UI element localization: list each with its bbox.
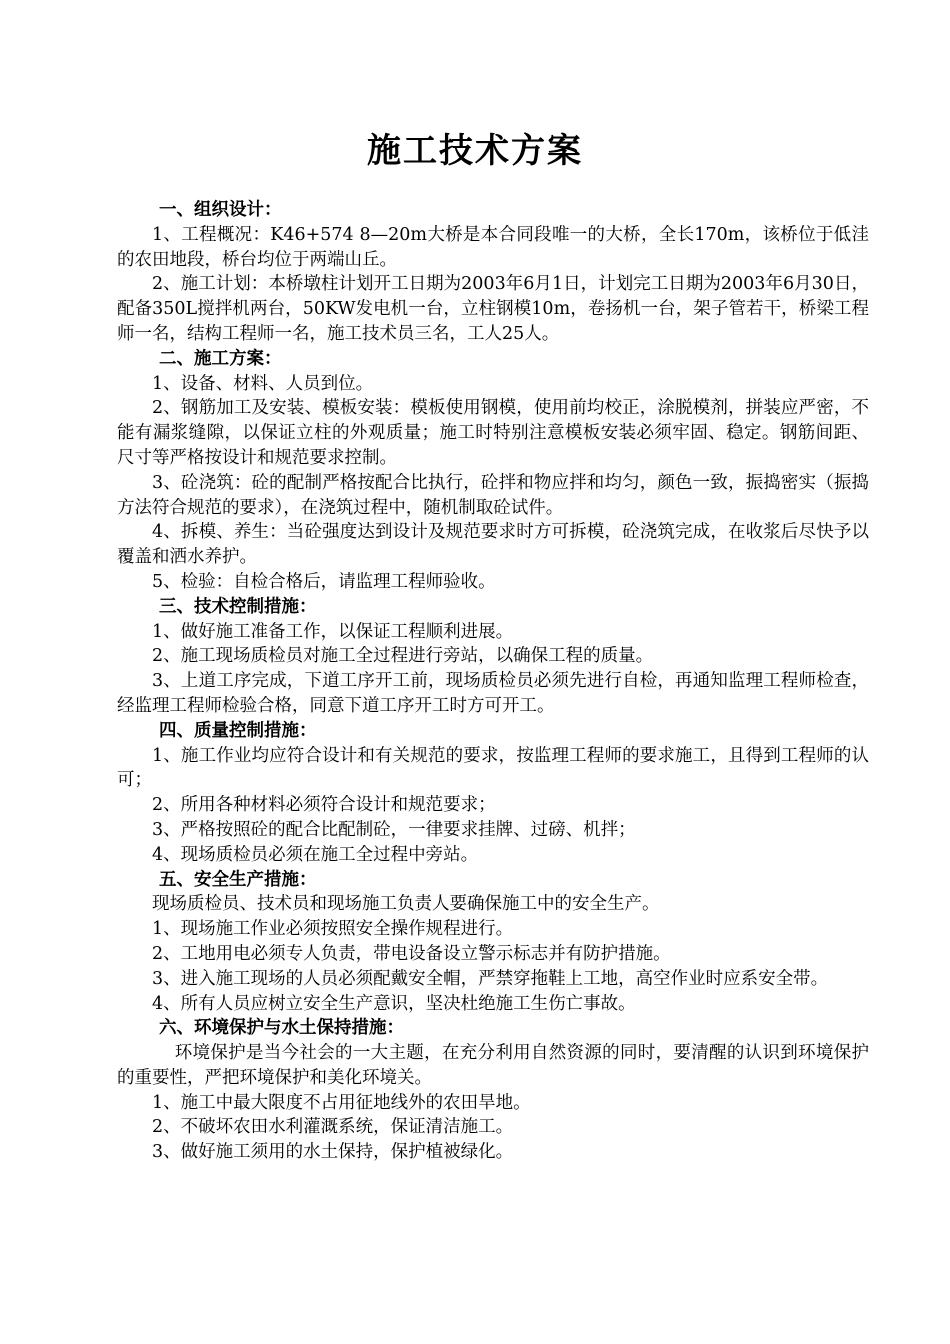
paragraph: 4、所有人员应树立安全生产意识，坚决杜绝施工生伤亡事故。 bbox=[152, 993, 636, 1014]
paragraph: 3、严格按照砼的配合比配制砼，一律要求挂牌、过磅、机拌； bbox=[152, 819, 636, 840]
paragraph: 现场质检员、技术员和现场施工负责人要确保施工中的安全生产。 bbox=[152, 894, 660, 915]
paragraph: 1、设备、材料、人员到位。 bbox=[152, 373, 374, 394]
paragraph: 2、所用各种材料必须符合设计和规范要求； bbox=[152, 795, 496, 816]
paragraph: 1、现场施工作业必须按照安全操作规程进行。 bbox=[152, 919, 514, 940]
paragraph: 5、检验：自检合格后，请监理工程师验收。 bbox=[152, 571, 496, 592]
paragraph: 1、做好施工准备工作，以保证工程顺利进展。 bbox=[152, 621, 514, 642]
section-heading: 一、组织设计： bbox=[159, 200, 282, 220]
paragraph: 3、进入施工现场的人员必须配戴安全帽，严禁穿拖鞋上工地，高空作业时应系安全带。 bbox=[152, 968, 829, 989]
paragraph: 4、现场质检员必须在施工全过程中旁站。 bbox=[152, 844, 479, 865]
paragraph: 2、工地用电必须专人负责，带电设备设立警示标志并有防护措施。 bbox=[152, 943, 671, 964]
paragraph: 3、上道工序完成，下道工序开工前，现场质检员必须先进行自检，再通知监理工程师检查，经监理工程师检验合格，同意下道工序开工时方可开工。 bbox=[117, 671, 869, 716]
document-body bbox=[117, 198, 869, 1165]
paragraph: 2、钢筋加工及安装、模板安装：模板使用钢模，使用前均校正，涂脱模剂，拼装应严密，不能有漏浆缝隙，以保证立柱的外观质量；施工时特别注意模板安装必须牢固、稳定。钢筋间距、尺寸等严格按设计和规范要求控制。 bbox=[117, 398, 869, 468]
section-heading: 五、安全生产措施： bbox=[159, 869, 317, 890]
paragraph: 4、拆模、养生：当砼强度达到设计及规范要求时方可拆模，砼浇筑完成，在收浆后尽快予以覆盖和洒水养护。 bbox=[117, 522, 869, 568]
paragraph: 3、做好施工须用的水土保持，保护植被绿化。 bbox=[152, 1142, 514, 1163]
section-heading: 二、施工方案： bbox=[159, 348, 282, 369]
paragraph: 环境保护是当今社会的一大主题，在充分利用自然资源的同时，要清醒的认识到环境保护的重要性，严把环境保护和美化环境关。 bbox=[117, 1043, 869, 1088]
section-heading: 三、技术控制措施： bbox=[159, 596, 317, 617]
paragraph: 2、施工计划：本桥墩柱计划开工日期为2003年6月1日，计划完工日期为2003年6月30日，配备350L搅拌机两台，50KW发电机一台，立柱钢模10m，卷扬机一台，架子管若干，桥梁工程师一名，结构工程师一名，施工技术员三名，工人25人。 bbox=[117, 274, 869, 344]
paragraph: 3、砼浇筑：砼的配制严格按配合比执行，砼拌和物应拌和均匀，颜色一致，振捣密实（振捣方法符合规范的要求），在浇筑过程中，随机制取砼试件。 bbox=[117, 472, 869, 518]
document-title: 施工技术方案 bbox=[367, 131, 583, 171]
section-heading: 六、环境保护与水土保持措施： bbox=[159, 1018, 404, 1039]
paragraph: 1、工程概况：K46+574 8—20m大桥是本合同段唯一的大桥，全长170m，该桥位于低洼的农田地段，桥台均位于两端山丘。 bbox=[117, 224, 869, 270]
section-heading: 四、质量控制措施： bbox=[159, 720, 317, 741]
paragraph: 1、施工作业均应符合设计和有关规范的要求，按监理工程师的要求施工，且得到工程师的认可； bbox=[117, 745, 869, 791]
paragraph: 2、施工现场质检员对施工全过程进行旁站，以确保工程的质量。 bbox=[152, 646, 654, 667]
paragraph: 2、不破坏农田水利灌溉系统，保证清洁施工。 bbox=[152, 1117, 514, 1138]
paragraph: 1、施工中最大限度不占用征地线外的农田旱地。 bbox=[152, 1092, 531, 1113]
